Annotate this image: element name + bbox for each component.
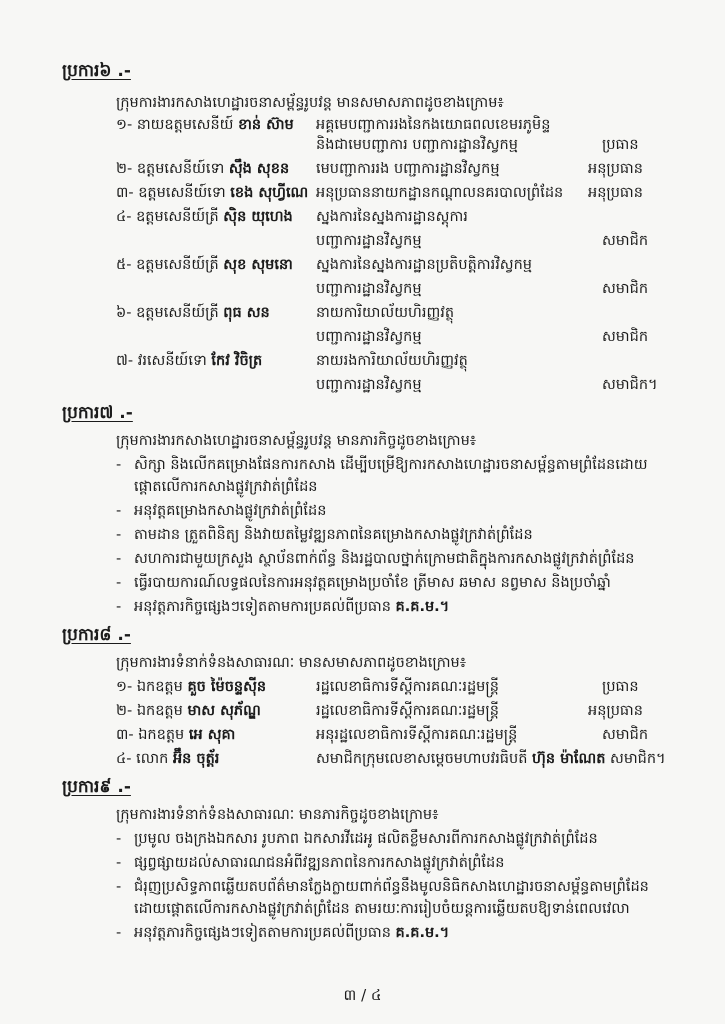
member-2-name: ២- ឧត្តមសេនីយ៍ទោ ស៊ឹង សុខន: [116, 161, 290, 177]
member-4-name: ៤- ឧត្តមសេនីយ៍ត្រី ស៊ិន យុហេង: [116, 209, 293, 225]
member-6-position-cont: បញ្ជាការដ្ឋានវិស្វកម្ម: [316, 329, 422, 345]
member-1-name: ១- នាយឧត្តមសេនីយ៍ ខាន់ ស៊ាម: [116, 117, 294, 133]
article-7-bullet-2: - អនុវត្តគម្រោងកសាងផ្លូវក្រវាត់ព្រំដែន: [116, 503, 327, 519]
member-2-position: មេបញ្ជាការរង បញ្ជាការដ្ឋានវិស្វកម្ម: [316, 161, 500, 177]
article-9-bullet-3-cont: ដោយផ្តោតលើការកសាងផ្លូវក្រវាត់ព្រំដែន តាមរយៈការរៀបចំយន្តការឆ្លើយតបឱ្យទាន់ពេលវេលា: [134, 901, 630, 917]
member-6-role: សមាជិក: [602, 329, 649, 345]
member-6-position: នាយការិយាល័យហិរញ្ញវត្ថុ: [316, 305, 455, 321]
member-7-position-cont: បញ្ជាការដ្ឋានវិស្វកម្ម: [316, 377, 422, 393]
article-7-bullet-3: - តាមដាន ត្រួតពិនិត្យ និងវាយតម្លៃវឌ្ឍនភាពនៃគម្រោងកសាងផ្លូវក្រវាត់ព្រំដែន: [116, 527, 533, 543]
pr-member-2-position: រដ្ឋលេខាធិការទីស្តីការគណៈរដ្ឋមន្ត្រី: [316, 703, 499, 719]
article-7-bullet-4: - សហការជាមួយក្រសួង ស្ថាប័នពាក់ព័ន្ធ និងរដ្ឋបាលថ្នាក់ក្រោមជាតិក្នុងការកសាងផ្លូវក្រវាត់ព្រំដែន: [116, 551, 635, 567]
article-7-bullet-5: - ធ្វើរបាយការណ៍លទ្ធផលនៃការអនុវត្តគម្រោងប្រចាំខែ ត្រីមាស ឆមាស នព្វមាស និងប្រចាំឆ្នាំ: [116, 575, 611, 591]
article-7-bullet-6: - អនុវត្តភារកិច្ចផ្សេងៗទៀតតាមការប្រគល់ពីប្រធាន គ.គ.ម.។: [116, 599, 450, 615]
pr-member-3-position: អនុរដ្ឋលេខាធិការទីស្តីការគណៈរដ្ឋមន្ត្រី: [316, 727, 518, 743]
member-4-role: សមាជិក: [602, 233, 649, 249]
article-8-title: ប្រការ៨ .-: [62, 625, 131, 645]
article-6-title: ប្រការ៦ .-: [62, 61, 131, 81]
article-9-title: ប្រការ៩ .-: [62, 777, 131, 797]
article-9-bullet-2: - ផ្សព្វផ្សាយដល់សាធារណជនអំពីវឌ្ឍនភាពនៃការកសាងផ្លូវក្រវាត់ព្រំដែន: [116, 855, 505, 871]
article-7-title: ប្រការ៧ .-: [62, 403, 133, 423]
pr-member-1-role: ប្រធាន: [602, 679, 639, 695]
member-5-name: ៥- ឧត្តមសេនីយ៍ត្រី សុខ សុមនោ: [116, 257, 293, 273]
pr-member-3-role: សមាជិក: [602, 727, 649, 743]
member-7-position: នាយរងការិយាល័យហិរញ្ញវត្ថុ: [316, 353, 468, 369]
member-7-role: សមាជិក។: [602, 377, 658, 393]
member-6-name: ៦- ឧត្តមសេនីយ៍ត្រី ពុធ សន: [116, 305, 270, 321]
article-9-bullet-3: - ជំរុញប្រសិទ្ធភាពឆ្លើយតបព័ត៌មានក្លែងក្លាយពាក់ព័ន្ធនឹងមូលនិធិកសាងហេដ្ឋារចនាសម្ព័ន្ធតាមព្រំដែន: [116, 879, 649, 895]
member-7-name: ៧- វរសេនីយ៍ទោ កែវ វិចិត្រ: [116, 353, 263, 369]
pr-member-3-name: ៣- ឯកឧត្តម អេ សុគា: [116, 727, 236, 743]
pr-member-1-position: រដ្ឋលេខាធិការទីស្តីការគណៈរដ្ឋមន្ត្រី: [316, 679, 499, 695]
article-9-bullet-4: - អនុវត្តភារកិច្ចផ្សេងៗទៀតតាមការប្រគល់ពីប្រធាន គ.គ.ម.។: [116, 925, 450, 941]
member-3-position: អនុប្រធាននាយកដ្ឋានកណ្តាលនគរបាលព្រំដែន: [316, 185, 564, 201]
member-3-name: ៣- ឧត្តមសេនីយ៍ទោ ខេង សុហ្វីណេ: [116, 185, 309, 201]
pr-member-2-name: ២- ឯកឧត្តម មាស សុភ័ណ្ឌ: [116, 703, 261, 719]
article-9-intro: ក្រុមការងារទំនាក់ទំនងសាធារណៈ មានភារកិច្ចដូចខាងក្រោម៖: [116, 807, 439, 823]
member-1-role: ប្រធាន: [602, 137, 639, 153]
article-6-intro: ក្រុមការងារកសាងហេដ្ឋារចនាសម្ព័ន្ធរូបវន្ត មានសមាសភាពដូចខាងក្រោម៖: [116, 95, 504, 111]
article-9-bullet-1: - ប្រមូល ចងក្រងឯកសារ រូបភាព ឯកសារវីដេអូ ផលិតខ្លឹមសារពីការកសាងផ្លូវក្រវាត់ព្រំដែន: [116, 831, 598, 847]
member-5-role: សមាជិក: [602, 281, 649, 297]
member-4-position-cont: បញ្ជាការដ្ឋានវិស្វកម្ម: [316, 233, 422, 249]
pr-member-4-position: សមាជិកក្រុមលេខាសម្តេចមហាបវរធិបតី ហ៊ុន ម៉ាណែត សមាជិក។: [316, 751, 666, 767]
article-8-intro: ក្រុមការងារទំនាក់ទំនងសាធារណៈ មានសមាសភាពដូចខាងក្រោម៖: [116, 655, 467, 671]
article-7-bullet-1: - សិក្សា និងលើកគម្រោងផែនការកសាង ដើម្បីបម្រើឱ្យការកសាងហេដ្ឋារចនាសម្ព័ន្ធតាមព្រំដែនដោយ: [116, 457, 648, 473]
member-4-position: ស្នងការនៃស្នងការដ្ឋានស្តុការ: [316, 209, 468, 225]
article-7-intro: ក្រុមការងារកសាងហេដ្ឋារចនាសម្ព័ន្ធរូបវន្ត មានភារកិច្ចដូចខាងក្រោម៖: [116, 433, 477, 449]
page-number: ៣ / ៤: [343, 986, 382, 1004]
member-5-position-cont: បញ្ជាការដ្ឋានវិស្វកម្ម: [316, 281, 422, 297]
pr-member-1-name: ១- ឯកឧត្តម គួច ម៉ៃចន្ទស៊ីន: [116, 679, 267, 695]
member-1-position: អគ្គមេបញ្ជាការរងនៃកងយោធពលខេមរភូមិន្ទ: [316, 117, 551, 133]
member-3-role: អនុប្រធាន: [588, 185, 643, 201]
member-1-position-cont: និងជាមេបញ្ជាការ បញ្ជាការដ្ឋានវិស្វកម្ម: [316, 137, 518, 153]
member-5-position: ស្នងការនៃស្នងការដ្ឋានប្រតិបត្តិការវិស្វកម្ម: [316, 257, 533, 273]
pr-member-4-name: ៤- លោក អ៊ឹន ចុត្ត័រ: [116, 751, 220, 767]
article-7-bullet-1-cont: ផ្តោតលើការកសាងផ្លូវក្រវាត់ព្រំដែន: [134, 479, 318, 495]
pr-member-2-role: អនុប្រធាន: [588, 703, 643, 719]
member-2-role: អនុប្រធាន: [588, 161, 643, 177]
